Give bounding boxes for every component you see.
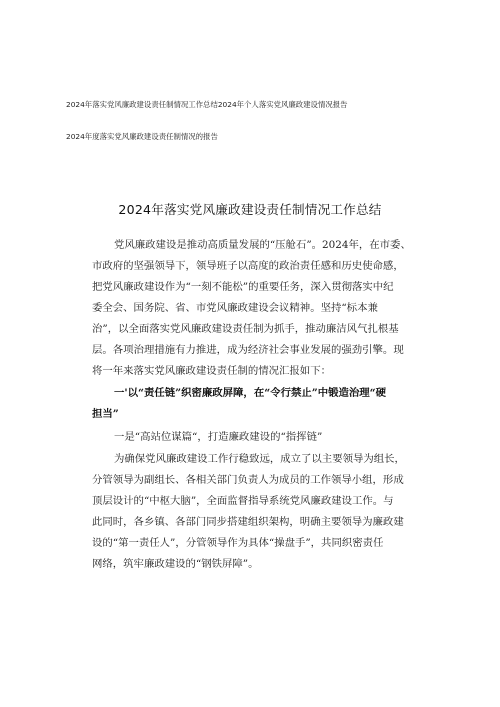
paragraph-line: 市政府的坚强领导下，领导班子以高度的政治责任感和历史使命感， (92, 260, 404, 272)
paragraph-line: 治”，以全面落实党风廉政建设责任制为抓手，推动廉洁风气扎根基 (92, 323, 399, 335)
paragraph-line: 把党风廉政建设作为“一刻不能松”的重要任务，深入贯彻落实中纪 (92, 281, 394, 293)
paragraph-line: 委全会、国务院、省、市党风廉政建设会议精神。坚持“标本兼 (92, 302, 378, 314)
document-header-line-2: 2024年度落实党风廉政建设责任制情况的报告 (66, 132, 218, 141)
document-header-line-1: 2024年落实党风廉政建设责任制情况工作总结2024年个人落实党风廉政建设情况报告 (66, 100, 348, 109)
paragraph-line: 网络，筑牢廉政建设的“钢铁屏障”。 (92, 558, 259, 570)
paragraph-line: 党风廉政建设是推动高质量发展的“压舱石”。2024年，在市委、 (114, 239, 411, 251)
paragraph-line: 此同时，各乡镇、各部门同步搭建组织架构，明确主要领导为廉政建 (92, 516, 404, 528)
paragraph-line: 顶层设计的“中枢大脑”，全面监督指导系统党风廉政建设工作。与 (92, 495, 394, 507)
section-heading-line: 担当” (92, 408, 119, 420)
paragraph-line: 设的“第一责任人”，分管领导作为具体“操盘手”，共同织密责任 (92, 537, 384, 549)
paragraph-line: 层。各项治理措施有力推进，成为经济社会事业发展的强劲引擎。现 (92, 344, 404, 356)
paragraph-line: 将一年来落实党风廉政建设责任制的情况汇报如下： (92, 365, 331, 377)
document-title: 2024年落实党风廉政建设责任制情况工作总结 (118, 202, 382, 217)
section-heading-line: 一'以“责任链”织密廉政屏障，在“令行禁止”中锻造治理“硬 (114, 387, 387, 399)
paragraph-line: 分管领导为副组长、各相关部门负责人为成员的工作领导小组，形成 (92, 474, 404, 486)
subsection-heading: 一是“高站位谋篇“，打造廉政建设的“指挥链” (114, 431, 323, 443)
paragraph-line: 为确保党风廉政建设工作行稳致远，成立了以主要领导为组长， (114, 453, 405, 465)
